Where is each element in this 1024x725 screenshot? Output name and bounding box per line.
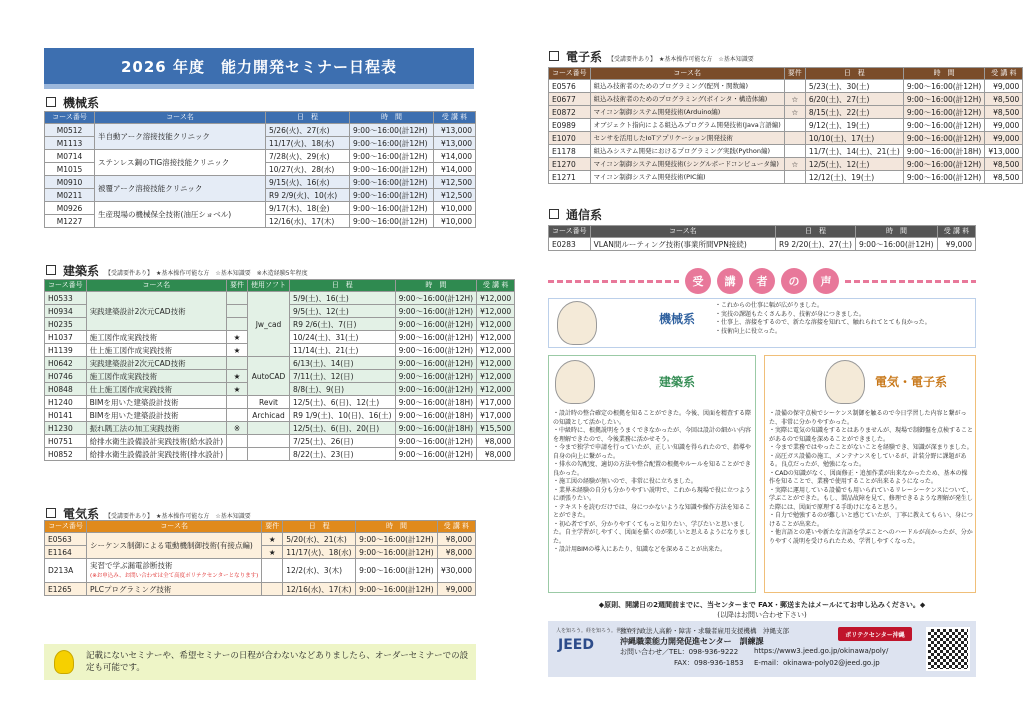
table-cell: 9:00～16:00(計12H) <box>356 583 438 596</box>
website-link[interactable]: https://www3.jeed.go.jp/okinawa/poly/ <box>754 647 889 655</box>
tel-number: お問い合わせ／TEL：098-936-9222 <box>620 648 739 656</box>
table-row <box>549 80 1023 93</box>
voice-comment: ・仕事上、溶接をするので、新たな溶接を知れて、触れられてとても良かった。 <box>715 319 931 326</box>
voice-comment: ・自力で勉強するのが難しいと感じていたが、丁寧に教えてもらい、身につけることが出来た。 <box>769 512 973 528</box>
table-cell <box>784 119 805 132</box>
table-cell: 9:00～16:00(計12H) <box>395 318 477 331</box>
table-cell: 施工図作成実践技術 <box>86 331 226 344</box>
table-cell: R9 2/20(土)、27(土) <box>776 238 856 251</box>
table-cell: 9/17(木)、18(金) <box>266 202 350 215</box>
table-cell: 7/28(火)、29(水) <box>266 150 350 163</box>
course-subnote: (※お申込み、お問い合わせは全て高度ポリテクセンターとなります) <box>90 572 259 579</box>
table-cell <box>227 318 248 331</box>
kenchiku-table: コース番号 コース名 要件 使用ソフト 日 程 時 間 受 講 料 H0533 実践建築設計2次元CAD技術 Jw_cad 5/9(土)、16(土) 9:00～16:00(計12H) ¥12,000 H0934 9/5(土)、12(土) 9:00～16:00(計12H) ¥12,000 H0235 R9 2/6(土)、7(日) 9:00～16:00(計12H) ¥12,000 H1037 施工図作成実践技術 ★ 10/24(土)、31(土) 9:00～16:00(計12H) ¥12,000 H1139 仕上施工図作成実践技術 ★ 11/14(土)、21(土) 9:00～16:00(計12H) ¥12,000 H0642 実践建築設計2次元CAD技術 AutoCAD 6/13(土)、14(日) 9:00～16:00(計12H) ¥12,000 H0746 施工図作成実践技術 ★ 7/11(土)、12(日) 9:00～16:00(計12H) ¥12,000 H0848 仕上施工図作成実践技術 ★ 8/8(土)、9(日) 9:00～16:00(計12H) ¥12,000 H1240 BIMを用いた建築設計技術 Revit 12/5(土)、6(日)、12(土) 9:00～16:00(計18H) ¥17,000 H0141 BIMを用いた建築設計技術 Archicad R9 1/9(土)、10(日)、16(土) 9:00～16:00(計18H) ¥17,000 H1230 振れ隅工法の加工実践技術 ※ 12/5(土)、6(日)、20(日) 9:00～16:00(計18H) ¥15,500 H0751 給排水衛生設備設計実践技術(給水設計) 7/25(土)、26(日) 9:00～16:00(計12H) ¥8,000 H0852 給排水衛生設備設計実践技術(排水設計) 8/22(土)、23(日) 9:00～16:00(計12H) ¥8,000 <box>44 279 515 461</box>
table-cell: H0751 <box>45 435 87 448</box>
table-cell: ¥8,000 <box>477 435 515 448</box>
table-cell <box>248 448 290 461</box>
table-cell: ¥8,000 <box>437 533 475 546</box>
table-cell: 12/16(水)、17(木) <box>283 583 356 596</box>
table-cell: ☆ <box>784 106 805 119</box>
table-cell: 仕上施工図作成実践技術 <box>86 344 226 357</box>
table-row <box>45 396 515 409</box>
table-cell: 9:00～16:00(計12H) <box>356 559 438 583</box>
voice-comment: ・技術向上に役立った。 <box>715 327 782 335</box>
table-cell: 9:00～16:00(計12H) <box>856 238 938 251</box>
table-cell: 9/5(土)、12(土) <box>290 305 396 318</box>
voice-comment: ・他言語との違いや新たな言語を学ぶことへのハードルが高かったが、分かりやすく説明を受けられたため、学習しやすくなった。 <box>769 529 973 545</box>
table-cell: ¥8,000 <box>437 546 475 559</box>
table-cell: 施工図作成実践技術 <box>86 370 226 383</box>
table-cell: 8/8(土)、9(日) <box>290 383 396 396</box>
table-cell: 5/20(水)、21(木) <box>283 533 356 546</box>
voices-heading <box>548 270 976 292</box>
jeed-tagline: 人を知ろう。経を知ろう。世を知ろう。 <box>556 628 647 634</box>
table-row <box>45 435 515 448</box>
table-cell: AutoCAD <box>248 357 290 396</box>
table-row <box>45 533 476 546</box>
denki-table: コース番号 コース名 要件 日 程 時 間 受 講 料 E0563 シーケンス制御による電動機制御技術(有接点編) ★ 5/20(水)、21(木) 9:00～16:00(計12H) ¥8,000 E1164 ★ 11/17(火)、18(水) 9:00～16:00(計12H) ¥8,000 D213A 実習で学ぶ漏電診断技術 (※お申込み、お問い合わせは全て高度ポリテクセンターとなります) 12/2(水)、3(木) 9:00～16:00(計12H) ¥30,000 E1265 PLCプログラミング技術 12/16(水)、17(木) 9:00～16:00(計12H) ¥9,000 <box>44 520 476 596</box>
table-row <box>549 158 1023 171</box>
voice-title-char: 講 <box>717 268 743 294</box>
table-cell: 実践建築設計2次元CAD技術 <box>86 357 226 370</box>
table-cell: ¥9,000 <box>938 238 976 251</box>
page-title: 2026 年度 能力開発セミナー日程表 <box>44 48 474 84</box>
table-cell: 9:00～16:00(計18H) <box>395 396 477 409</box>
table-cell: ☆ <box>784 93 805 106</box>
table-cell: 振れ隅工法の加工実践技術 <box>86 422 226 435</box>
table-cell: H0852 <box>45 448 87 461</box>
apply-note-sub: (以降はお問い合わせ下さい) <box>717 611 807 619</box>
table-cell: ステンレス鋼のTIG溶接技能クリニック <box>95 150 266 176</box>
table-cell <box>248 422 290 435</box>
table-cell: ¥15,500 <box>477 422 515 435</box>
table-cell: Revit <box>248 396 290 409</box>
table-cell: 11/14(土)、21(土) <box>290 344 396 357</box>
voice-title-char: 者 <box>749 268 775 294</box>
table-cell: 8/15(土)、22(土) <box>805 106 903 119</box>
table-cell: 9:00～16:00(計12H) <box>903 80 985 93</box>
table-cell: 5/9(土)、16(土) <box>290 292 396 305</box>
table-cell: ¥14,000 <box>434 163 476 176</box>
person-illustration-icon <box>557 301 597 345</box>
voice-comment: ・高圧ガス設備の施工、メンテナンスをしているが、計装分野に課題がある。良点だったが、勉強になった。 <box>769 452 967 468</box>
table-cell: 12/16(水)、17(木) <box>266 215 350 228</box>
table-cell: 9:00～16:00(計12H) <box>350 215 434 228</box>
table-cell: ¥17,000 <box>477 409 515 422</box>
voice-comment: ・業界未経験の自分も分かりやすい説明で、これから現場で役に立つように頑張りたい。 <box>553 486 751 502</box>
voice-comment: ・今まで独学で申請を行っていたが、正しい知識を得られたので、指導や自身の向上に繋がった。 <box>553 444 751 460</box>
table-cell <box>227 448 248 461</box>
lightbulb-icon <box>54 650 74 674</box>
table-cell: ¥12,000 <box>477 344 515 357</box>
table-cell: ¥17,000 <box>477 396 515 409</box>
table-cell: 10/24(土)、31(土) <box>290 331 396 344</box>
table-cell: 9:00～16:00(計12H) <box>350 124 434 137</box>
table-row <box>45 448 515 461</box>
table-cell: ¥12,000 <box>477 318 515 331</box>
table-cell: ¥12,000 <box>477 383 515 396</box>
table-row <box>549 132 1023 145</box>
table-cell <box>87 559 262 583</box>
table-cell <box>227 396 248 409</box>
table-cell: 6/13(土)、14(日) <box>290 357 396 370</box>
table-cell: M0714 <box>45 150 95 163</box>
table-cell: 被覆アーク溶接技能クリニック <box>95 176 266 202</box>
table-row <box>45 292 515 305</box>
table-cell: 9:00～16:00(計12H) <box>350 137 434 150</box>
table-cell: ¥13,000 <box>434 124 476 137</box>
table-cell: ¥10,000 <box>434 215 476 228</box>
voice-denki-box <box>764 355 976 593</box>
checkbox-icon <box>549 51 559 61</box>
table-cell: 組込み技術者のためのプログラミング(ポインタ・構造体編) <box>590 93 784 106</box>
voice-kenchiku-box <box>548 355 756 593</box>
table-cell: 5/23(土)、30(土) <box>805 80 903 93</box>
section-kenchiku-heading: 建築系 【受講要件あり】 ★基本操作可能な方 ☆基本知識要 ※木造経験5年程度 <box>46 262 308 279</box>
voice-comment: ・実際に運用している設備でも用いられているリレーシーケンスについて、学ぶことができた。もし、製品故障を見て、修理できるような理解が発生した際には、図面で原理する手助けになると思う。 <box>769 486 973 511</box>
table-cell: E1265 <box>45 583 87 596</box>
table-cell: ¥8,500 <box>985 158 1023 171</box>
table-cell: 6/20(土)、27(土) <box>805 93 903 106</box>
table-cell: ¥30,000 <box>437 559 475 583</box>
apply-note <box>548 600 976 620</box>
table-row <box>549 171 1023 184</box>
voice-comment: ・設備の保守点検でシーケンス制御を触るので今日学習した内容と繋がった、非常に分かりやすかった。 <box>769 410 967 426</box>
table-cell: 12/5(土)、12(土) <box>805 158 903 171</box>
table-cell: 8/22(土)、23(日) <box>290 448 396 461</box>
email-link[interactable]: E-mail：okinawa-poly02@jeed.go.jp <box>754 659 880 667</box>
table-cell: 9:00～16:00(計12H) <box>350 176 434 189</box>
table-cell: 9:00～16:00(計12H) <box>395 331 477 344</box>
table-cell: 実践建築設計2次元CAD技術 <box>86 292 226 331</box>
voice-title-char: の <box>781 268 807 294</box>
voice-comment: ・実技の課題もたくさんあり、技術が身につきました。 <box>715 310 865 318</box>
table-cell: ¥9,000 <box>437 583 475 596</box>
table-cell: M0910 <box>45 176 95 189</box>
table-row <box>549 145 1023 158</box>
center-name: 沖縄職業能力開発促進センター 訓練課 <box>620 637 764 646</box>
table-cell: ¥8,500 <box>985 106 1023 119</box>
table-cell: ¥12,000 <box>477 357 515 370</box>
table-cell: M0211 <box>45 189 95 202</box>
table-cell <box>784 171 805 184</box>
table-cell: BIMを用いた建築設計技術 <box>86 409 226 422</box>
table-cell: 9:00～16:00(計12H) <box>395 383 477 396</box>
table-cell: ¥8,500 <box>985 171 1023 184</box>
table-cell: H0934 <box>45 305 87 318</box>
table-cell: BIMを用いた建築設計技術 <box>86 396 226 409</box>
table-cell: 11/17(火)、18(水) <box>283 546 356 559</box>
table-cell: H0141 <box>45 409 87 422</box>
table-cell: E0563 <box>45 533 87 546</box>
table-cell: 組込みシステム開発におけるプログラミング実践(Python編) <box>590 145 784 158</box>
table-row <box>549 119 1023 132</box>
table-cell: H0533 <box>45 292 87 305</box>
checkbox-icon <box>46 97 56 107</box>
table-cell <box>227 435 248 448</box>
table-cell: E0576 <box>549 80 591 93</box>
table-cell: ¥12,000 <box>477 292 515 305</box>
table-cell: 9:00～16:00(計12H) <box>395 370 477 383</box>
table-cell: ★ <box>227 344 248 357</box>
table-cell: 9:00～16:00(計12H) <box>903 132 985 145</box>
table-cell: ¥13,000 <box>434 137 476 150</box>
table-cell: H1240 <box>45 396 87 409</box>
person-illustration-icon <box>825 360 865 404</box>
table-cell: 9/15(火)、16(水) <box>266 176 350 189</box>
table-cell: ¥12,500 <box>434 176 476 189</box>
table-cell: 給排水衛生設備設計実践技術(給水設計) <box>86 435 226 448</box>
table-cell: 仕上施工図作成実践技術 <box>86 383 226 396</box>
table-cell <box>227 292 248 305</box>
voice-kenchiku-label: 建築系 <box>659 375 696 389</box>
table-cell: H1037 <box>45 331 87 344</box>
tsushin-table: コース番号 コース名 日 程 時 間 受 講 料 E0283 VLAN間ルーティング技術(事業所間VPN接続) R9 2/20(土)、27(土) 9:00～16:00(計12H) ¥9,000 <box>548 225 976 251</box>
table-cell: E1164 <box>45 546 87 559</box>
table-row <box>45 357 515 370</box>
table-cell: ¥12,000 <box>477 305 515 318</box>
table-cell: 10/27(火)、28(水) <box>266 163 350 176</box>
table-cell: E0283 <box>549 238 591 251</box>
checkbox-icon <box>46 265 56 275</box>
voice-kikai-box <box>548 298 976 348</box>
table-cell: 12/12(土)、19(土) <box>805 171 903 184</box>
voice-comment: ・排水の勾配度、適切の方法や整合配置の根拠やルールを知ることができ良かった。 <box>553 461 751 477</box>
checkbox-icon <box>46 508 56 518</box>
table-cell: E0989 <box>549 119 591 132</box>
table-cell: ※ <box>227 422 248 435</box>
fax-number: FAX：098-936-1853 <box>674 659 744 667</box>
table-cell <box>784 132 805 145</box>
table-cell: 9:00～16:00(計12H) <box>395 357 477 370</box>
voice-title-char: 声 <box>813 268 839 294</box>
table-cell: 9:00～16:00(計12H) <box>395 435 477 448</box>
kikai-table: コース番号 コース名 日 程 時 間 受 講 料 M0512 半自動アーク溶接技能クリニック 5/26(火)、27(水) 9:00～16:00(計12H) ¥13,000 M1113 11/17(火)、18(水) 9:00～16:00(計12H) ¥13,000 M0714 ステンレス鋼のTIG溶接技能クリニック 7/28(火)、29(水) 9:00～16:00(計12H) ¥14,000 M1015 10/27(火)、28(水) 9:00～16:00(計12H) ¥14,000 M0910 被覆アーク溶接技能クリニック 9/15(火)、16(水) 9:00～16:00(計12H) ¥12,500 M0211 R9 2/9(火)、10(水) 9:00～16:00(計12H) ¥12,500 M0926 生産現場の機械保全技術(油圧ショベル) 9/17(木)、18(金) 9:00～16:00(計12H) ¥10,000 M1227 12/16(水)、17(木) 9:00～16:00(計12H) ¥10,000 <box>44 111 476 228</box>
order-seminar-note: 記載にないセミナーや、希望セミナーの日程が合わないなどありましたら、オーダーセミナーでの設定も可能です。 <box>44 644 476 680</box>
table-cell: マイコン制御システム開発技術(PIC編) <box>590 171 784 184</box>
table-cell: H0746 <box>45 370 87 383</box>
table-cell: 9:00～16:00(計12H) <box>395 305 477 318</box>
polytech-search-badge[interactable]: ポリテクセンター沖縄 <box>838 627 912 641</box>
table-cell: 5/26(火)、27(水) <box>266 124 350 137</box>
table-cell: H0642 <box>45 357 87 370</box>
table-cell: E0872 <box>549 106 591 119</box>
voice-comment: ・中級時に、根拠説明をうまくできなかったが、今回は設計の細かい内容を理解できたので、今後業務に活かせそう。 <box>553 427 752 443</box>
contact-footer <box>548 621 976 677</box>
table-cell: ¥12,000 <box>477 370 515 383</box>
voice-title-char: 受 <box>685 268 711 294</box>
table-cell: ¥14,000 <box>434 150 476 163</box>
table-cell: ¥12,500 <box>434 189 476 202</box>
voice-comment: ・設計用BIMの導入にあたり、知識などを深めることが出来た。 <box>553 546 727 553</box>
table-cell: H1230 <box>45 422 87 435</box>
table-cell: ¥9,000 <box>985 119 1023 132</box>
table-cell: ★ <box>262 533 283 546</box>
table-cell: 7/11(土)、12(日) <box>290 370 396 383</box>
table-cell: ¥9,000 <box>985 132 1023 145</box>
table-cell: H1139 <box>45 344 87 357</box>
table-cell: R9 2/6(土)、7(日) <box>290 318 396 331</box>
table-cell <box>262 559 283 583</box>
table-cell: 11/7(土)、14(土)、21(土) <box>805 145 903 158</box>
table-cell: ☆ <box>784 158 805 171</box>
table-cell: 9:00～16:00(計18H) <box>395 409 477 422</box>
section-kikai-heading: 機械系 <box>46 94 99 111</box>
person-illustration-icon <box>555 360 595 404</box>
table-row <box>45 176 476 189</box>
voice-comment: ・設計時の整合確定の根拠を知ることができた。今後、図面を精査する際の知識として活かしたい。 <box>553 410 752 426</box>
table-cell: E1270 <box>549 158 591 171</box>
table-cell <box>784 80 805 93</box>
table-cell: H0235 <box>45 318 87 331</box>
voice-kikai-label: 機械系 <box>659 312 696 326</box>
table-cell: 給排水衛生設備設計実践技術(排水設計) <box>86 448 226 461</box>
voice-comment: ・これからの仕事に幅が広がりました。 <box>715 302 824 309</box>
table-row <box>45 150 476 163</box>
table-cell: 9:00～16:00(計12H) <box>395 292 477 305</box>
table-cell: 9:00～16:00(計12H) <box>903 106 985 119</box>
table-row <box>549 238 976 251</box>
table-cell: 半自動アーク溶接技能クリニック <box>95 124 266 150</box>
table-cell <box>227 409 248 422</box>
table-cell: ¥9,000 <box>985 80 1023 93</box>
table-cell: 9:00～16:00(計12H) <box>350 202 434 215</box>
table-cell: M0926 <box>45 202 95 215</box>
table-cell: M1113 <box>45 137 95 150</box>
voice-comment: ・初心者ですが、分かりやすくてもっと知りたい、学びたいと思いました。自主学習がしやすく、図面を描くのが楽しいと思えるようになりました。 <box>553 520 751 545</box>
table-cell: R9 2/9(火)、10(水) <box>266 189 350 202</box>
voice-comment: ・今まで業務ではやったことがないことを経験でき、知識が深まりました。 <box>769 444 973 451</box>
voice-comment: ・実際に電気の知識をするとはありませんが、現場で制御盤を点検することがあるので知識を深めることができました。 <box>769 427 974 443</box>
table-cell: 9:00～16:00(計12H) <box>903 119 985 132</box>
table-cell: 9:00～16:00(計18H) <box>395 422 477 435</box>
table-cell: 10/10(土)、17(土) <box>805 132 903 145</box>
table-cell: シーケンス制御による電動機制御技術(有接点編) <box>87 533 262 559</box>
table-cell: 12/2(水)、3(木) <box>283 559 356 583</box>
table-row <box>45 422 515 435</box>
table-cell: R9 1/9(土)、10(日)、16(土) <box>290 409 396 422</box>
table-cell: 9:00～16:00(計12H) <box>356 546 438 559</box>
table-cell: 7/25(土)、26(日) <box>290 435 396 448</box>
table-row <box>45 409 515 422</box>
table-cell: 9:00～16:00(計12H) <box>395 448 477 461</box>
table-cell: ¥12,000 <box>477 331 515 344</box>
table-row <box>45 559 476 583</box>
table-cell: E1271 <box>549 171 591 184</box>
table-cell: M1015 <box>45 163 95 176</box>
table-cell: 9:00～16:00(計12H) <box>395 344 477 357</box>
checkbox-icon <box>549 209 559 219</box>
table-cell: PLCプログラミング技術 <box>87 583 262 596</box>
table-cell: 生産現場の機械保全技術(油圧ショベル) <box>95 202 266 228</box>
table-cell <box>248 435 290 448</box>
table-cell: 9:00～16:00(計12H) <box>903 171 985 184</box>
table-cell: 9:00～16:00(計12H) <box>350 189 434 202</box>
table-cell: 9/12(土)、19(土) <box>805 119 903 132</box>
table-cell <box>784 145 805 158</box>
section-denshi-heading: 電子系 【受講要件あり】 ★基本操作可能な方 ☆基本知識要 <box>549 48 754 65</box>
course-name: 実習で学ぶ漏電診断技術 <box>90 560 173 570</box>
table-cell: 9:00～16:00(計12H) <box>903 93 985 106</box>
table-cell: VLAN間ルーティング技術(事業所間VPN接続) <box>590 238 775 251</box>
voice-denki-label: 電気・電子系 <box>875 375 948 389</box>
section-denki-heading: 電気系 【受講要件あり】 ★基本操作可能な方 ☆基本知識要 <box>46 505 251 522</box>
table-cell: M0512 <box>45 124 95 137</box>
table-cell: ¥10,000 <box>434 202 476 215</box>
table-cell: 組込み技術者のためのプログラミング(配列・関数編) <box>590 80 784 93</box>
table-cell: 11/17(火)、18(水) <box>266 137 350 150</box>
table-cell: 12/5(土)、6(日)、20(日) <box>290 422 396 435</box>
apply-note-main: ◆原則、開講日の2週間前までに、当センターまで FAX・郵送またはメールにてお申し込みください。◆ <box>598 601 926 609</box>
table-row <box>549 106 1023 119</box>
table-cell: ★ <box>227 331 248 344</box>
table-cell <box>227 357 248 370</box>
jeed-logo: JEED <box>558 637 594 653</box>
table-cell <box>262 583 283 596</box>
table-cell: Archicad <box>248 409 290 422</box>
org-name: 独立行政法人高齢・障害・求職者雇用支援機構 沖縄支部 <box>620 627 789 635</box>
table-cell <box>227 305 248 318</box>
table-cell: 9:00～16:00(計12H) <box>350 150 434 163</box>
table-cell: ★ <box>262 546 283 559</box>
table-cell: E1070 <box>549 132 591 145</box>
table-cell: マイコン制御システム開発技術(シングルボードコンピュータ編) <box>590 158 784 171</box>
table-cell: 9:00～16:00(計12H) <box>350 163 434 176</box>
denshi-table: コース番号 コース名 要件 日 程 時 間 受 講 料 E0576 組込み技術者のためのプログラミング(配列・関数編) 5/23(土)、30(土) 9:00～16:00(計12H) ¥9,000 E0677 組込み技術者のためのプログラミング(ポインタ・構造体編) ☆ 6/20(土)、27(土) 9:00～16:00(計12H) ¥8,500 E0872 マイコン制御システム開発技術(Arduino編) ☆ 8/15(土)、22(土) 9:00～16:00(計12H) ¥8,500 E0989 オブジェクト指向による組込みプログラム開発技術(Java言語編) 9/12(土)、19(土) 9:00～16:00(計12H) ¥9,000 E1070 センサを活用したIoTアプリケーション開発技術 10/10(土)、17(土) 9:00～16:00(計12H) ¥9,000 E1178 組込みシステム開発におけるプログラミング実践(Python編) 11/7(土)、14(土)、21(土) 9:00～16:00(計18H) ¥13,000 E1270 マイコン制御システム開発技術(シングルボードコンピュータ編) ☆ 12/5(土)、12(土) 9:00～16:00(計12H) ¥8,500 E1271 マイコン制御システム開発技術(PIC編) 12/12(土)、19(土) 9:00～16:00(計12H) ¥8,500 <box>548 67 1023 184</box>
table-cell: 12/5(土)、6(日)、12(土) <box>290 396 396 409</box>
table-cell: Jw_cad <box>248 292 290 357</box>
table-cell: ¥8,500 <box>985 93 1023 106</box>
table-row <box>45 202 476 215</box>
table-cell: 9:00～16:00(計18H) <box>903 145 985 158</box>
table-cell: E0677 <box>549 93 591 106</box>
table-cell: E1178 <box>549 145 591 158</box>
voice-comment: ・テキストを読むだけでは、身につかないような知識や操作方法を知ることができた。 <box>553 503 751 519</box>
table-cell: ★ <box>227 383 248 396</box>
table-cell: オブジェクト指向による組込みプログラム開発技術(Java言語編) <box>590 119 784 132</box>
table-cell: ¥8,000 <box>477 448 515 461</box>
table-cell: H0848 <box>45 383 87 396</box>
table-cell: ¥13,000 <box>985 145 1023 158</box>
table-cell: D213A <box>45 559 87 583</box>
table-row <box>45 583 476 596</box>
title-underline <box>44 84 474 89</box>
table-row <box>549 93 1023 106</box>
table-cell: センサを活用したIoTアプリケーション開発技術 <box>590 132 784 145</box>
table-cell: M1227 <box>45 215 95 228</box>
voice-comment: ・施工図の経験が無いので、非常に役に立ちました。 <box>553 478 697 485</box>
section-tsushin-heading: 通信系 <box>549 206 602 223</box>
qr-code-icon[interactable] <box>926 627 970 671</box>
table-row <box>45 124 476 137</box>
table-cell: 9:00～16:00(計12H) <box>356 533 438 546</box>
table-cell: ★ <box>227 370 248 383</box>
voice-comment: ・CADの知識がなく、図面修正・追加作業が出来なかったため、基本の操作を知ることで、業務で使用することが出来るようになった。 <box>769 469 968 485</box>
table-cell: マイコン制御システム開発技術(Arduino編) <box>590 106 784 119</box>
table-cell: 9:00～16:00(計12H) <box>903 158 985 171</box>
